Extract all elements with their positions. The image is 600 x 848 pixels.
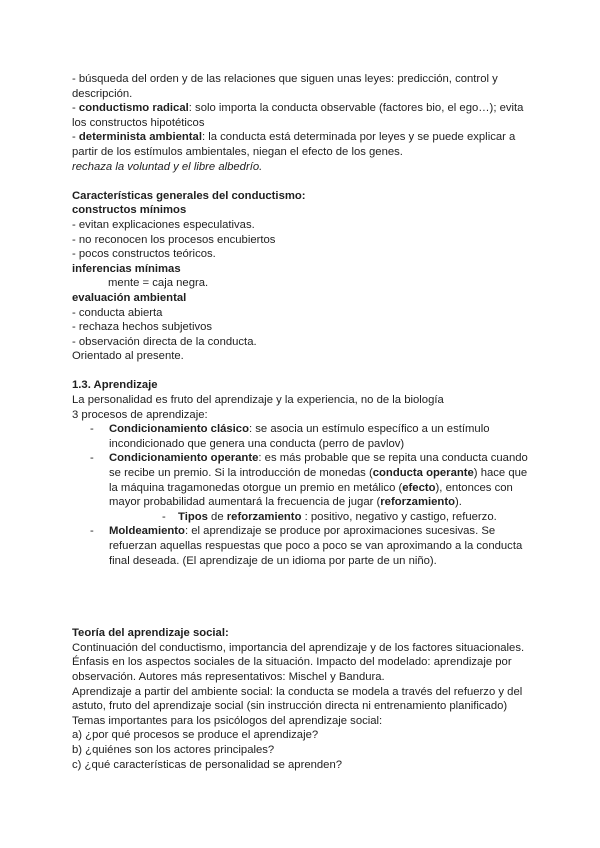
social-line: Temas importantes para los psicólogos del aprendizaje social:	[72, 714, 383, 727]
spacer	[72, 568, 532, 626]
intro-line-radical	[72, 101, 532, 130]
tipos-text: de	[207, 510, 227, 523]
tipos-text: : positivo, negativo y castigo, refuerzo.	[301, 510, 497, 523]
spacer	[72, 364, 532, 379]
determinista-prefix: -	[72, 131, 79, 144]
social-line: c) ¿qué características de personalidad se aprenden?	[72, 758, 343, 771]
clasico-term: Condicionamiento clásico	[109, 423, 249, 436]
orientado-line: Orientado al presente.	[72, 350, 184, 363]
procesos-list	[72, 422, 532, 568]
radical-prefix: -	[72, 102, 79, 115]
inferencias-item: mente = caja negra.	[108, 277, 209, 290]
evaluacion-item: - rechaza hechos subjetivos	[72, 321, 213, 334]
italic-text: rechaza la voluntad y el libre albedrío.	[72, 160, 263, 173]
aprendizaje-line: 3 procesos de aprendizaje:	[72, 408, 208, 421]
spacer	[72, 174, 532, 189]
caracteristicas-heading	[72, 189, 532, 204]
determinista-text: : la conducta está determinada por leyes y se puede explicar a partir de los estímulos ambientales, niegan el efecto de los genes.	[72, 131, 516, 158]
radical-term: conductismo radical	[78, 102, 189, 115]
operante-text: ).	[454, 496, 462, 509]
determinista-term: determinista ambiental	[78, 131, 202, 144]
social-line: Aprendizaje a partir del ambiente social: la conducta se modela a través del refuerzo y del astuto, fruto del aprendizaje social (sin instrucción directa ni entrenamiento planificado)	[72, 685, 523, 713]
aprendizaje-line: La personalidad es fruto del aprendizaje y la experiencia, no de la biología	[72, 394, 444, 407]
operante-text: ) hace que la máquina tragamonedas otorgue un premio en metálico (	[109, 467, 528, 494]
operante-bold: reforzamiento	[380, 496, 455, 509]
evaluacion-heading-text: evaluación ambiental	[72, 291, 187, 304]
list-item-tipos	[109, 510, 532, 525]
tipos-sublist	[109, 510, 532, 525]
social-line: Continuación del conductismo, importancia del aprendizaje y de los factores situacionales. Énfasis en los aspectos sociales de la situación. Impacto del modelado: aprendizaje por observación. Autores más representativos: Mischel y Bandura.	[72, 641, 525, 683]
constructos-item: - evitan explicaciones especulativas.	[72, 218, 255, 231]
operante-bold: conducta operante	[372, 467, 474, 480]
constructos-heading-text: constructos mínimos	[72, 204, 187, 217]
social-heading-text: Teoría del aprendizaje social:	[72, 627, 229, 640]
operante-text: ), entonces con mayor probabilidad aumentará la frecuencia de jugar (	[109, 481, 513, 509]
evaluacion-heading	[72, 291, 532, 306]
constructos-heading	[72, 203, 532, 218]
tipos-bold: Tipos	[178, 510, 208, 523]
operante-term: Condicionamiento operante	[109, 452, 259, 465]
social-line: a) ¿por qué procesos se produce el aprendizaje?	[72, 729, 319, 742]
list-item-operante	[72, 451, 532, 524]
clasico-text: : se asocia un estímulo específico a un estímulo incondicionado que genera una conducta (perro de pavlov)	[109, 423, 490, 450]
evaluacion-item: - observación directa de la conducta.	[72, 335, 257, 348]
list-item-clasico	[72, 422, 532, 451]
operante-bold: efecto	[402, 481, 436, 494]
moldeamiento-term: Moldeamiento	[109, 525, 185, 538]
constructos-item: - no reconocen los procesos encubiertos	[72, 233, 276, 246]
social-heading	[72, 626, 532, 641]
inferencias-heading	[72, 262, 532, 277]
intro-line-busqueda: - búsqueda del orden y de las relaciones que siguen unas leyes: predicción, control y descripción.	[72, 73, 498, 100]
operante-text: : es más probable que se repita una conducta cuando se recibe un premio. Si la introducción de monedas (	[109, 452, 528, 480]
intro-italic-line	[72, 160, 532, 175]
document-page	[72, 72, 532, 772]
constructos-item: - pocos constructos teóricos.	[72, 248, 216, 261]
inferencias-heading-text: inferencias mínimas	[72, 262, 181, 275]
moldeamiento-text: : el aprendizaje se produce por aproximaciones sucesivas. Se refuerzan aquellas respuestas que poco a poco se van aproximando a la conducta final deseada. (El aprendizaje de un idioma por parte de un niño).	[109, 525, 523, 567]
list-item-moldeamiento	[72, 524, 532, 568]
social-line: b) ¿quiénes son los actores principales?	[72, 743, 275, 756]
aprendizaje-heading-text: 1.3. Aprendizaje	[72, 379, 158, 392]
evaluacion-item: - conducta abierta	[72, 306, 163, 319]
intro-line-determinista	[72, 130, 532, 159]
tipos-bold: reforzamiento	[226, 510, 302, 523]
aprendizaje-heading	[72, 378, 532, 393]
radical-text: : solo importa la conducta observable (factores bio, el ego…); evita los constructos hipotéticos	[72, 102, 524, 129]
caracteristicas-heading-text: Características generales del conductismo:	[72, 189, 306, 202]
